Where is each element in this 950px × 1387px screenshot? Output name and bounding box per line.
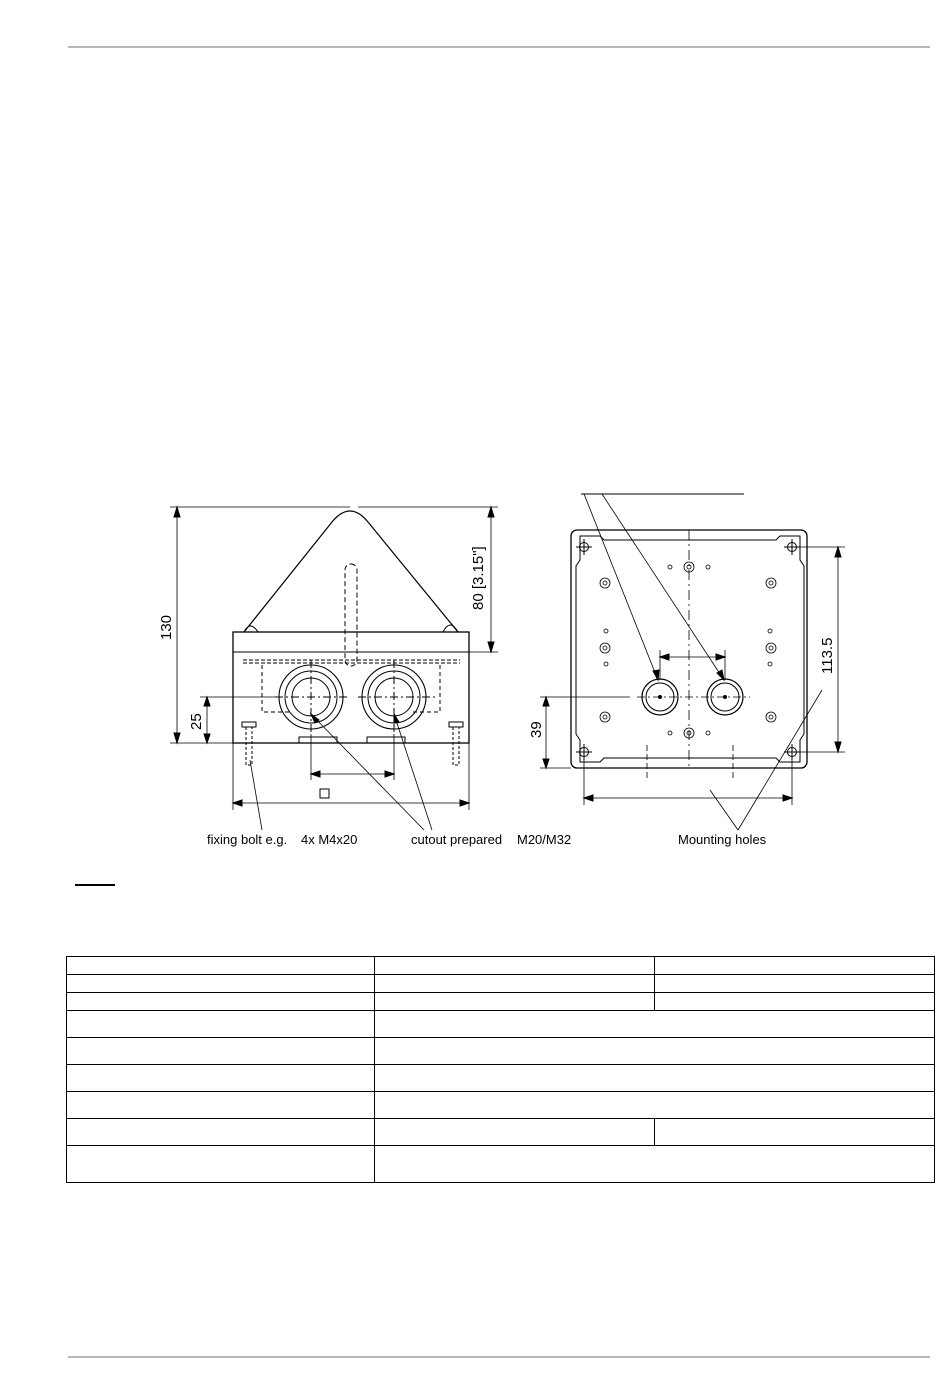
table-row bbox=[67, 993, 935, 1011]
table-row bbox=[67, 1146, 935, 1183]
table-cell bbox=[655, 957, 935, 975]
label-mounting-holes: Mounting holes bbox=[678, 832, 767, 847]
dim-39: 39 bbox=[528, 721, 545, 738]
gland-m20 bbox=[275, 660, 347, 734]
table-cell bbox=[67, 1011, 375, 1038]
table-row bbox=[67, 1065, 935, 1092]
table-row bbox=[67, 975, 935, 993]
section-underline bbox=[75, 884, 115, 886]
dim-113-5: 113.5 bbox=[819, 637, 836, 674]
dim-130: 130 bbox=[158, 614, 175, 640]
label-fixing-bolt: fixing bolt e.g. bbox=[207, 832, 288, 847]
table-cell bbox=[375, 957, 655, 975]
table-cell bbox=[375, 1038, 935, 1065]
table-cell bbox=[67, 1092, 375, 1119]
table-cell bbox=[67, 975, 375, 993]
label-cutout-size: M20/M32 bbox=[517, 832, 572, 847]
front-view bbox=[170, 507, 498, 830]
label-fixing-bolt-size: 4x M4x20 bbox=[301, 832, 358, 847]
table-cell bbox=[67, 1119, 375, 1146]
table-cell bbox=[375, 993, 655, 1011]
table-cell bbox=[655, 1119, 935, 1146]
table-cell bbox=[655, 975, 935, 993]
table-row bbox=[67, 1119, 935, 1146]
table-cell bbox=[375, 975, 655, 993]
bottom-view bbox=[540, 494, 845, 830]
table-cell bbox=[67, 1065, 375, 1092]
table-cell bbox=[375, 1146, 935, 1183]
dim-25: 25 bbox=[188, 713, 205, 730]
table-cell bbox=[375, 1119, 655, 1146]
table-cell bbox=[375, 1092, 935, 1119]
table-row bbox=[67, 1092, 935, 1119]
table-cell bbox=[67, 1038, 375, 1065]
table-cell bbox=[375, 1065, 935, 1092]
table-cell bbox=[375, 1011, 935, 1038]
footer-rule bbox=[68, 1356, 930, 1358]
table-row bbox=[67, 957, 935, 975]
label-cutout: cutout prepared bbox=[411, 832, 503, 847]
table-row bbox=[67, 1038, 935, 1065]
table-cell bbox=[67, 993, 375, 1011]
table-cell bbox=[67, 957, 375, 975]
table-cell bbox=[67, 1146, 375, 1183]
dim-80: 80 [3.15"] bbox=[470, 546, 487, 610]
table-row bbox=[67, 1011, 935, 1038]
spec-table bbox=[66, 956, 935, 1183]
table-cell bbox=[655, 993, 935, 1011]
